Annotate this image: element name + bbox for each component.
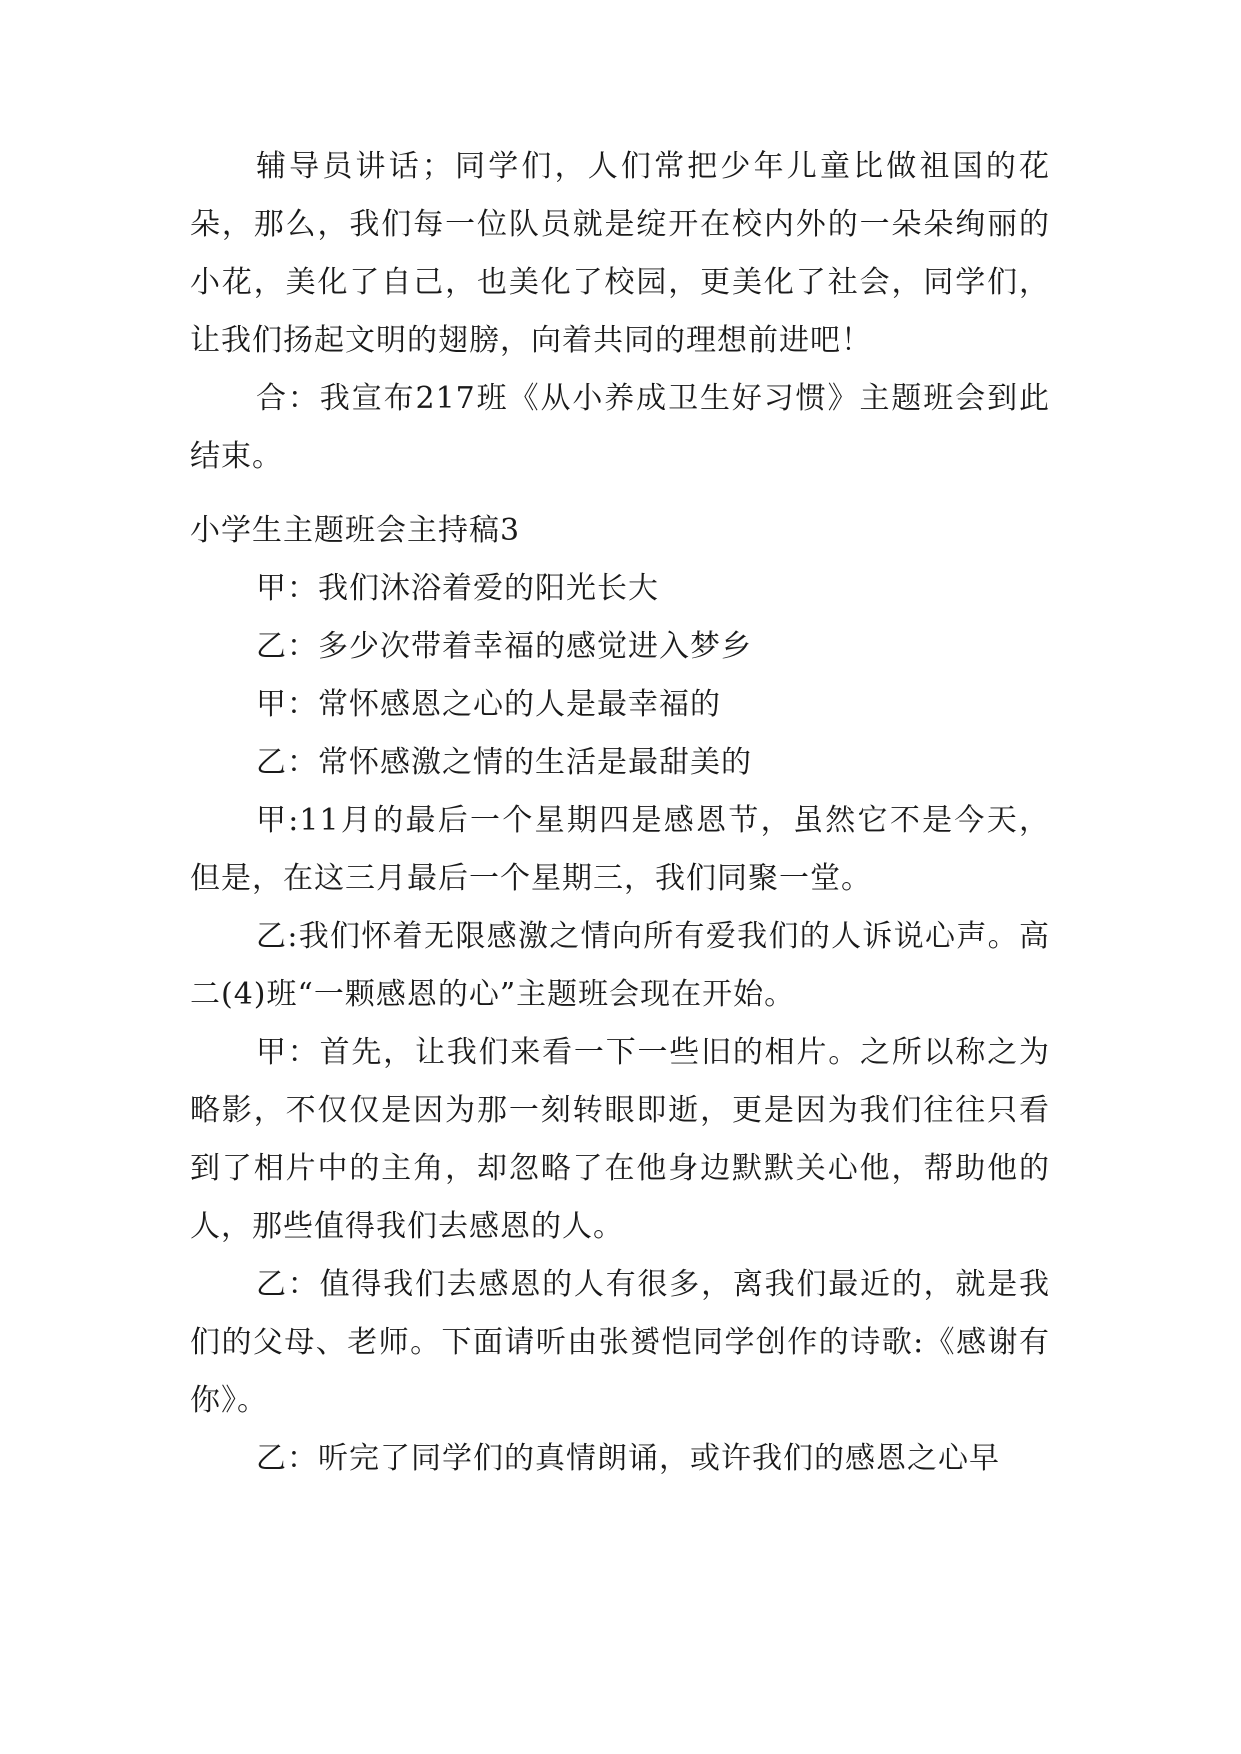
paragraph-line: 乙：多少次带着幸福的感觉进入梦乡 <box>256 629 752 664</box>
paragraph-closing-announcement: 合：我宣布217班《从小养成卫生好习惯》主题班会到此结束。 <box>190 381 1050 474</box>
paragraph-line: 乙：值得我们去感恩的人有很多，离我们最近的，就是我们的父母、老师。下面请听由张赟恺同学创作的诗歌:《感谢有你》。 <box>190 1267 1050 1418</box>
section-one <box>190 138 1050 486</box>
paragraph-line: 乙：听完了同学们的真情朗诵，或许我们的感恩之心早 <box>256 1441 1000 1476</box>
paragraph-line: 乙：常怀感激之情的生活是最甜美的 <box>256 745 752 780</box>
paragraph-line: 甲：首先，让我们来看一下一些旧的相片。之所以称之为略影，不仅仅是因为那一刻转眼即逝，更是因为我们往往只看到了相片中的主角，却忽略了在他身边默默关心他，帮助他的人，那些值得我们去感恩的人。 <box>190 1035 1050 1244</box>
paragraph-line: 甲：常怀感恩之心的人是最幸福的 <box>256 687 721 722</box>
section-two <box>190 502 1050 1488</box>
paragraph-counselor-speech: 辅导员讲话；同学们，人们常把少年儿童比做祖国的花朵，那么，我们每一位队员就是绽开在校内外的一朵朵绚丽的小花，美化了自己，也美化了校园，更美化了社会，同学们，让我们扬起文明的翅膀，向着共同的理想前进吧！ <box>190 149 1050 358</box>
paragraph-line: 甲：我们沐浴着爱的阳光长大 <box>256 571 659 606</box>
section-heading: 小学生主题班会主持稿3 <box>190 513 521 548</box>
paragraph-line: 甲:11月的最后一个星期四是感恩节，虽然它不是今天，但是，在这三月最后一个星期三，我们同聚一堂。 <box>190 803 1050 896</box>
paragraph-line: 乙:我们怀着无限感激之情向所有爱我们的人诉说心声。高二(4)班“一颗感恩的心”主题班会现在开始。 <box>190 919 1050 1012</box>
